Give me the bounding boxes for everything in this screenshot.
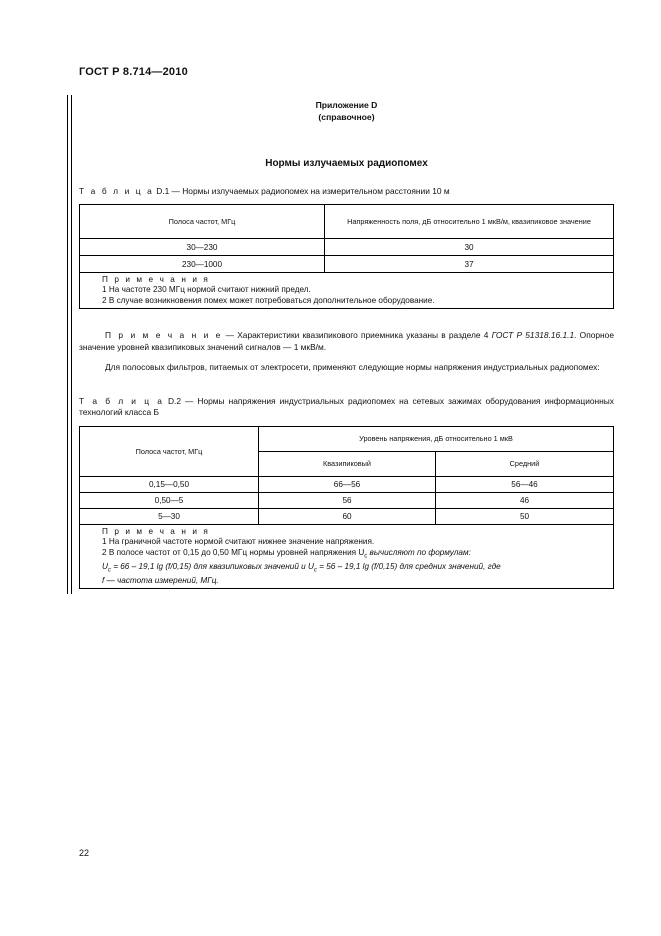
document-number: ГОСТ Р 8.714—2010 — [79, 66, 188, 78]
filters-paragraph: Для полосовых фильтров, питаемых от электросети, применяют следующие нормы напряжения индустриальных радиопомех: — [105, 362, 600, 372]
table2-caption-prefix: Т а б л и ц а — [79, 396, 164, 406]
table1-cell-value: 37 — [325, 256, 614, 273]
formula-text-a: = 66 – 19,1 lg (f/0,15) для квазипиковых значений и U — [110, 561, 314, 571]
table2-header-group: Уровень напряжения, дБ относительно 1 мкВ — [259, 427, 614, 452]
table2-cell-qp: 56 — [259, 493, 436, 509]
note-paragraph-ref: ГОСТ Р 51318.16.1.1 — [491, 330, 575, 340]
table2-header-qp: Квазипиковый — [259, 452, 436, 477]
appendix-heading — [79, 99, 614, 123]
table2-cell-band: 5—30 — [80, 509, 259, 525]
table1-cell-value: 30 — [325, 239, 614, 256]
table2-notes — [80, 525, 614, 589]
section-title: Нормы излучаемых радиопомех — [265, 158, 428, 169]
table1-notes-title: П р и м е ч а н и я — [102, 275, 210, 284]
table1-cell-band: 30—230 — [80, 239, 325, 256]
table2-cell-qp: 66—56 — [259, 477, 436, 493]
formula-sub-a: c — [107, 567, 111, 574]
table2-cell-band: 0,50—5 — [80, 493, 259, 509]
table1-caption-text: D.1 — Нормы излучаемых радиопомех на измерительном расстоянии 10 м — [156, 186, 450, 196]
table2-cell-avg: 50 — [436, 509, 614, 525]
table2-header-band: Полоса частот, МГц — [80, 427, 259, 477]
table2-formula — [102, 562, 607, 576]
note-paragraph — [79, 329, 614, 353]
table2-cell-avg: 46 — [436, 493, 614, 509]
table1-note: 1 На частоте 230 МГц нормой считают нижний предел. — [102, 285, 311, 295]
table2-cell-qp: 60 — [259, 509, 436, 525]
table2-notes-title: П р и м е ч а н и я — [102, 527, 210, 536]
table2-caption — [79, 396, 614, 418]
table-row — [80, 256, 614, 273]
table1-caption — [79, 186, 619, 197]
page-number: 22 — [79, 848, 90, 858]
formula-u: U — [102, 561, 108, 571]
table1-notes — [80, 273, 614, 309]
table1-caption-prefix: Т а б л и ц а — [79, 186, 154, 196]
table2-cell-band: 0,15—0,50 — [80, 477, 259, 493]
table2-note: 1 На граничной частоте нормой считают нижнее значение напряжения. — [102, 537, 375, 547]
table-d2 — [79, 426, 614, 589]
table2-note2-sub: c — [364, 553, 368, 560]
appendix-title: Приложение D — [315, 100, 378, 110]
note-paragraph-label: П р и м е ч а н и е — [105, 330, 223, 340]
table1-cell-band: 230—1000 — [80, 256, 325, 273]
table2-formula-line2: f — частота измерений, МГц. — [102, 575, 219, 585]
table2-cell-avg: 56—46 — [436, 477, 614, 493]
table2-note — [102, 548, 607, 562]
table-row — [80, 239, 614, 256]
table2-note2-prefix: 2 В полосе частот от 0,15 до 0,50 МГц нормы уровней напряжения U — [102, 547, 365, 557]
formula-text-b: = 56 – 19,1 lg (f/0,15) для средних значений, где — [316, 561, 501, 571]
table1-header-band: Полоса частот, МГц — [80, 205, 325, 239]
table1-note: 2 В случае возникновения помех может потребоваться дополнительное оборудование. — [102, 295, 435, 305]
margin-line-outer — [67, 95, 68, 594]
table-d1 — [79, 204, 614, 309]
table1-header-field: Напряженность поля, дБ относительно 1 мкВ/м, квазипиковое значение — [325, 205, 614, 239]
table2-header-avg: Средний — [436, 452, 614, 477]
table-row — [80, 509, 614, 525]
table-row — [80, 493, 614, 509]
table2-caption-text: D.2 — Нормы напряжения индустриальных радиопомех на сетевых зажимах оборудования информационных технологий класса Б — [79, 396, 614, 417]
note-paragraph-text: — Характеристики квазипикового приемника указаны в разделе 4 — [222, 330, 492, 340]
note-paragraph-text-end: . Опорное значение уровней квазипиковых значений сигналов — 1 мкВ/м. — [79, 330, 614, 352]
table-row — [80, 477, 614, 493]
appendix-subtitle: (справочное) — [318, 112, 375, 122]
margin-line-inner — [71, 95, 72, 594]
table2-note2-suffix: вычисляют по формулам: — [367, 547, 471, 557]
formula-sub-b: c — [313, 567, 317, 574]
